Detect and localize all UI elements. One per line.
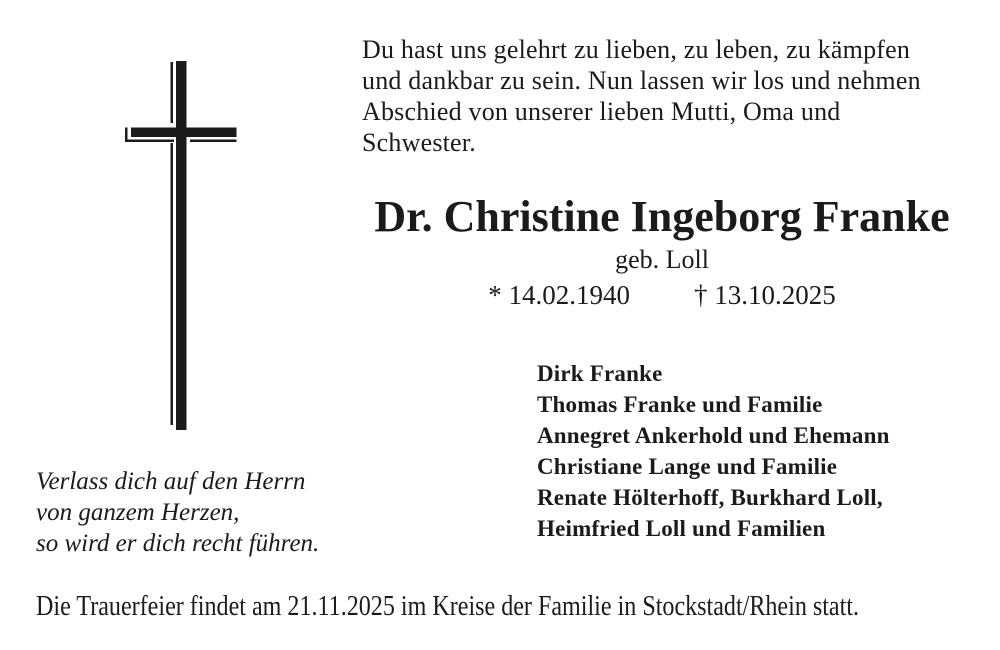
birth-date: * 14.02.1940	[488, 280, 630, 310]
maiden-name: geb. Loll	[615, 245, 709, 274]
death-date: † 13.10.2025	[694, 280, 836, 310]
intro-line: Schwester.	[362, 128, 476, 157]
verse-line: Verlass dich auf den Herrn	[36, 468, 306, 495]
funeral-info: Die Trauerfeier findet am 21.11.2025 im Kreise der Familie in Stockstadt/Rhein statt.	[36, 591, 860, 622]
intro-line: und dankbar zu sein. Nun lassen wir los und nehmen	[362, 66, 921, 95]
deceased-name: Dr. Christine Ingeborg Franke	[374, 192, 950, 241]
mourner-line: Thomas Franke und Familie	[537, 392, 823, 417]
verse-text	[36, 466, 319, 559]
cross-icon	[120, 55, 250, 435]
intro-line: Du hast uns gelehrt zu lieben, zu leben, zu kämpfen	[362, 35, 911, 64]
intro-text	[362, 34, 921, 158]
intro-line: Abschied von unserer lieben Mutti, Oma und	[362, 97, 841, 126]
mourner-line: Dirk Franke	[537, 361, 663, 386]
verse-line: von ganzem Herzen,	[36, 499, 240, 526]
mourner-line: Heimfried Loll und Familien	[537, 516, 826, 541]
mourners-list	[537, 358, 890, 544]
life-dates	[362, 280, 962, 310]
verse-line: so wird er dich recht führen.	[36, 530, 320, 557]
mourner-line: Annegret Ankerhold und Ehemann	[537, 423, 890, 448]
mourner-line: Renate Hölterhoff, Burkhard Loll,	[537, 485, 883, 510]
mourner-line: Christiane Lange und Familie	[537, 454, 838, 479]
